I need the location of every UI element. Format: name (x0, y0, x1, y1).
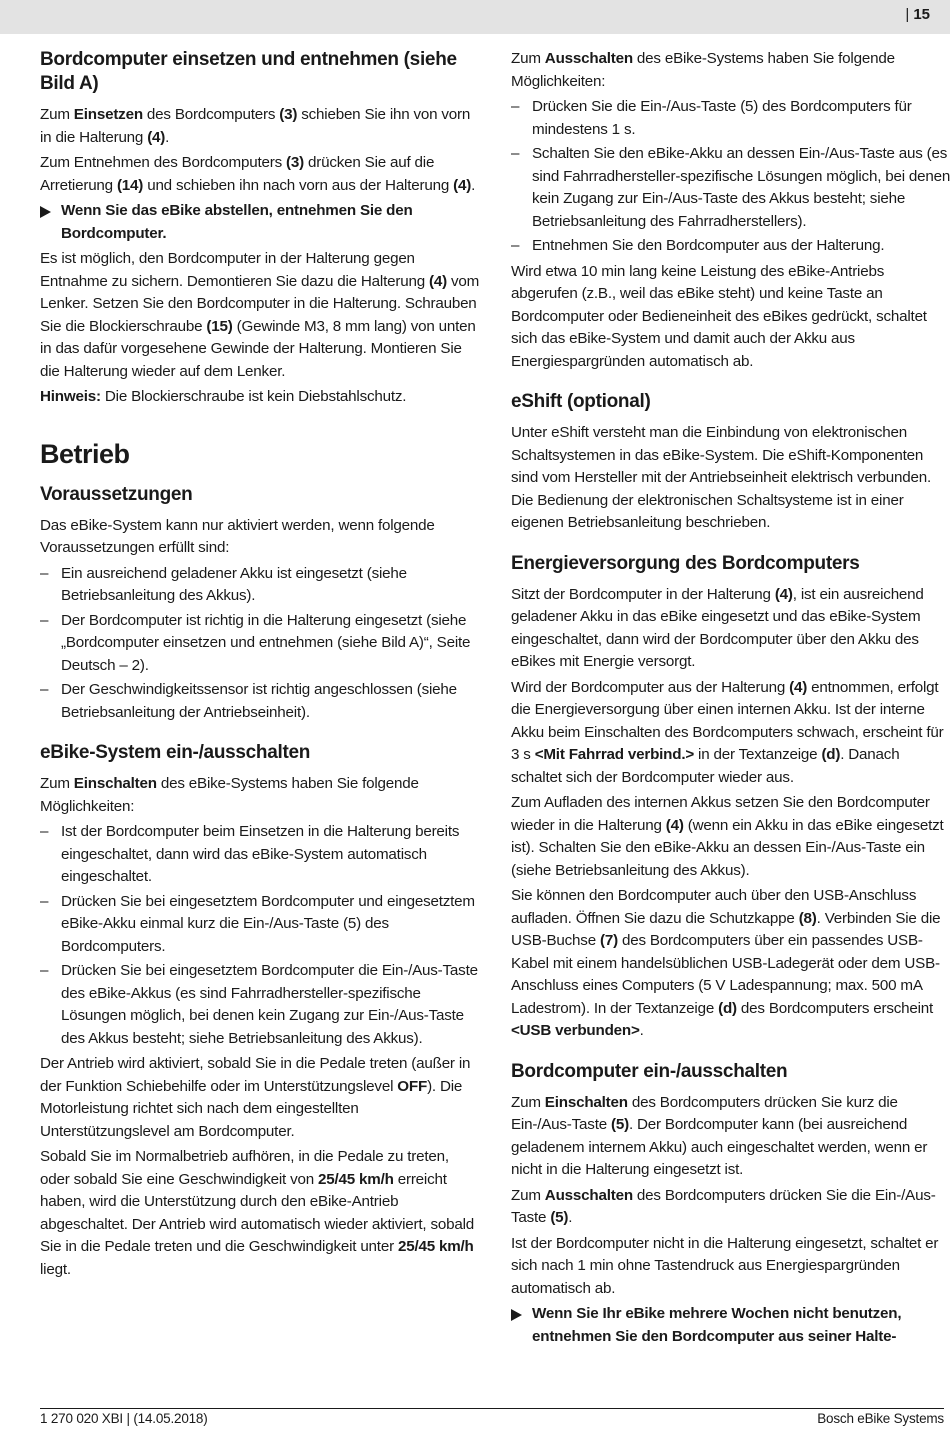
list-item: – Schalten Sie den eBike-Akku an dessen Ein-/Aus-Taste aus (es sind Fahrradhersteller-spezifische Lösungen möglich, bei denen kein Zugang zur Ein-/Aus-Taste des Akkus besteht; siehe Betriebsanleitung des Fahrradherstellers). (511, 145, 950, 230)
header-bar (0, 0, 950, 34)
paragraph: Zum Einsetzen des Bordcomputers (3) schieben Sie ihn von vorn in die Halterung (4). (40, 106, 471, 146)
page-number: | 15 (905, 6, 930, 23)
warning-note: Wenn Sie das eBike abstellen, entnehmen Sie den Bordcomputer. (40, 200, 480, 245)
paragraph: Wird etwa 10 min lang keine Leistung des eBike-Antriebs abgerufen (z.B., weil das eBike steht) und keine Taste an Bordcomputer oder Bedieneinheit des eBikes gedrückt, schaltet sich das eBike-System und damit auch der Akku aus Energiespargründen automatisch ab. (511, 262, 927, 370)
paragraph: Zum Entnehmen des Bordcomputers (3) drücken Sie auf die Arretierung (14) und schieben ihn nach vorn aus der Halterung (4). (40, 154, 476, 194)
paragraph: Zum Ausschalten des eBike-Systems haben Sie folgende Möglichkeiten: (511, 50, 895, 90)
section-title: Energieversorgung des Bordcomputers (511, 552, 860, 574)
chapter-title: Betrieb (40, 438, 130, 469)
paragraph: Es ist möglich, den Bordcomputer in der Halterung gegen Entnahme zu sichern. Demontieren Sie dazu die Halterung (4) vom Lenker. Setzen Sie den Bordcomputer in die Halterung. Schrauben Sie die Blockierschraube (15) (Gewinde M3, 8 mm lang) von unten in das dafür vorgesehene Gewinde der Halterung. Montieren Sie die Halterung wieder auf dem Lenker. (40, 250, 480, 380)
paragraph: Wird der Bordcomputer aus der Halterung (4) entnommen, erfolgt die Energieversorgung über einen internen Akku. Ist der interne Akku beim Einschalten des Bordcomputers schwach, erscheint für 3 s <Mit Fahrrad verbind.> in der Textanzeige (d). Danach schaltet sich der Bordcomputer wieder aus. (511, 678, 944, 786)
paragraph: Sobald Sie im Normalbetrieb aufhören, in die Pedale zu treten, oder sobald Sie eine Geschwindigkeit von 25/45 km/h erreicht haben, wird die Unterstützung durch den eBike-Antrieb abgeschaltet. Der Antrieb wird automatisch wieder aktiviert, sobald Sie in die Pedale treten und die Geschwindigkeit unter 25/45 km/h liegt. (40, 1148, 475, 1278)
arrow-bullet-icon (511, 1309, 522, 1321)
section-title: eBike-System ein-/ausschalten (40, 742, 311, 763)
paragraph: Der Antrieb wird aktiviert, sobald Sie in die Pedale treten (außer in der Funktion Schiebehilfe oder im Unterstützungslevel OFF). Die Motorleistung richtet sich nach dem eingestellten Unterstützungslevel am Bordcomputer. (40, 1055, 471, 1140)
list-item: – Ist der Bordcomputer beim Einsetzen in die Halterung bereits eingeschaltet, dann wird das eBike-System automatisch eingeschaltet. (40, 823, 460, 885)
list-item: – Der Geschwindigkeitssensor ist richtig angeschlossen (siehe Betriebsanleitung der Antriebseinheit). (40, 681, 457, 721)
paragraph: Das eBike-System kann nur aktiviert werden, wenn folgende Voraussetzungen erfüllt sind: (40, 516, 435, 556)
list-item: – Drücken Sie die Ein-/Aus-Taste (5) des Bordcomputers für mindestens 1 s. (511, 98, 912, 138)
section-title: Bordcomputer einsetzen und entnehmen (siehe Bild A) (40, 49, 457, 94)
paragraph: Sie können den Bordcomputer auch über den USB-Anschluss aufladen. Öffnen Sie dazu die Schutzkappe (8). Verbinden Sie die USB-Buchse (7) des Bordcomputers über ein passendes USB-Kabel mit einem handelsüblichen USB-Ladegerät oder dem USB-Anschluss eines Computers (5 V Ladespannung; max. 500 mA Ladestrom). In der Textanzeige (d) des Bordcomputers erscheint <USB verbunden>. (511, 887, 941, 1039)
list-item: – Entnehmen Sie den Bordcomputer aus der Halterung. (511, 237, 885, 254)
paragraph: Unter eShift versteht man die Einbindung von elektronischen Schaltsystemen in das eBike-System. Die eShift-Komponenten sind vom Hersteller mit der Antriebseinheit elektrisch verbunden. Die Bedienung der elektronischen Schaltsysteme ist in einer eigenen Betriebsanleitung beschrieben. (511, 424, 932, 531)
paragraph: Zum Einschalten des eBike-Systems haben Sie folgende Möglichkeiten: (40, 775, 419, 815)
right-column (511, 48, 950, 1351)
warning-note: Wenn Sie Ihr eBike mehrere Wochen nicht benutzen, entnehmen Sie den Bordcomputer aus seiner Halte- (511, 1303, 950, 1348)
list-item: – Drücken Sie bei eingesetztem Bordcomputer und eingesetztem eBike-Akku einmal kurz die Ein-/Aus-Taste (5) des Bordcomputers. (40, 892, 475, 955)
list-item: – Drücken Sie bei eingesetztem Bordcomputer die Ein-/Aus-Taste des eBike-Akkus (es sind Fahrradhersteller-spezifische Lösungen möglich, bei denen kein Zugang zur Ein-/Aus-Taste des Akkus besteht; siehe Betriebsanleitung des Akkus). (40, 962, 478, 1047)
section-title: Voraussetzungen (40, 483, 193, 505)
left-column (40, 48, 480, 1284)
paragraph: Zum Einschalten des Bordcomputers drücken Sie kurz die Ein-/Aus-Taste (5). Der Bordcomputer kann (bei ausreichend geladenem internem Akku) auch eingeschaltet werden, wenn er nicht in die Halterung eingesetzt ist. (511, 1093, 928, 1178)
footer-brand: Bosch eBike Systems (817, 1411, 944, 1426)
footer-doc-id: 1 270 020 XBI | (14.05.2018) (40, 1411, 208, 1426)
requirements-list (40, 563, 480, 725)
arrow-bullet-icon (40, 206, 51, 218)
list-item: – Der Bordcomputer ist richtig in die Halterung eingesetzt (siehe „Bordcomputer einsetzen und entnehmen (siehe Bild A)“, Seite Deutsch – 2). (40, 611, 471, 674)
paragraph: Ist der Bordcomputer nicht in die Halterung eingesetzt, schaltet er sich nach 1 min ohne Tastendruck aus Energiespargründen automatisch ab. (511, 1234, 939, 1297)
switch-off-list (511, 96, 950, 258)
paragraph: Zum Ausschalten des Bordcomputers drücken Sie die Ein-/Aus-Taste (5). (511, 1186, 936, 1226)
section-title: eShift (optional) (511, 391, 651, 412)
footer-divider (40, 1408, 944, 1409)
paragraph: Zum Aufladen des internen Akkus setzen Sie den Bordcomputer wieder in die Halterung (4) (wenn ein Akku in das eBike eingesetzt ist). Schalten Sie den eBike-Akku an dessen Ein-/Aus-Taste ein (siehe Betriebsanleitung des Akkus). (511, 794, 944, 879)
list-item: – Ein ausreichend geladener Akku ist eingesetzt (siehe Betriebsanleitung des Akkus). (40, 564, 407, 604)
switch-on-list (40, 821, 480, 1050)
hint-paragraph: Hinweis: Die Blockierschraube ist kein Diebstahlschutz. (40, 388, 407, 405)
paragraph: Sitzt der Bordcomputer in der Halterung (4), ist ein ausreichend geladener Akku in das eBike eingesetzt und das eBike-System eingeschaltet, dann wird der Bordcomputer über den Akku des eBikes mit Energie versorgt. (511, 585, 924, 670)
section-title: Bordcomputer ein-/ausschalten (511, 1060, 788, 1082)
